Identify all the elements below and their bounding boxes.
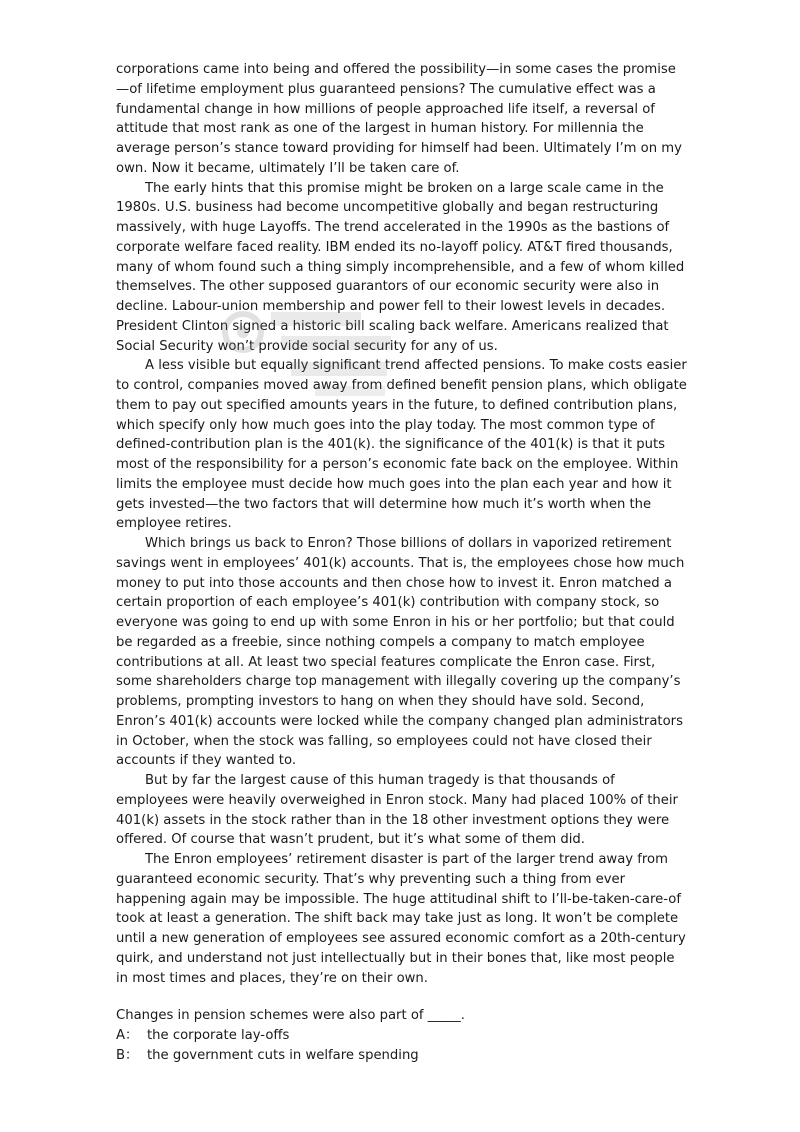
document-page: [116, 60, 688, 1066]
passage-paragraph: corporations came into being and offered the possibility—in some cases the promise—of lifetime employment plus guaranteed pensions? The cumulative effect was a fundamental change in how millions of people approached life itself, a reversal of attitude that most rank as one of the largest in human history. For millennia the average person’s stance toward providing for himself had been. Ultimately I’m on my own. Now it became, ultimately I’ll be taken care of.: [116, 62, 682, 176]
option-a[interactable]: [116, 1026, 688, 1046]
option-letter: A：: [116, 1028, 139, 1043]
passage-paragraph: The early hints that this promise might be broken on a large scale came in the 1980s. U.S. business had become uncompetitive globally and began restructuring massively, with huge Layoffs. The trend accelerated in the 1990s as the bastions of corporate welfare faced reality. IBM ended its no-layoff policy. AT&T fired thousands, many of whom found such a thing simply incomprehensible, and a few of whom killed themselves. The other supposed guarantors of our economic security were also in decline. Labour-union membership and power fell to their lowest levels in decades. President Clinton signed a historic bill scaling back welfare. Americans realized that Social Security won’t provide social security for any of us.: [116, 180, 685, 354]
question-stem: Changes in pension schemes were also part of _____.: [116, 1008, 465, 1024]
passage-paragraph: The Enron employees’ retirement disaster is part of the larger trend away from guaranteed economic security. That’s why preventing such a thing from ever happening again may be impossible. The huge attitudinal shift to I’ll-be-taken-care-of took at least a generation. The shift back may take just as long. It won’t be complete until a new generation of employees see assured economic comfort as a 20th-century quirk, and understand not just intellectually but in their bones that, like most people in most times and places, they’re on their own.: [116, 852, 686, 986]
passage-paragraph: Which brings us back to Enron? Those billions of dollars in vaporized retirement savings went in employees’ 401(k) accounts. That is, the employees chose how much money to put into those accounts and then chose how to invest it. Enron matched a certain proportion of each employee’s 401(k) contribution with company stock, so everyone was going to end up with some Enron in his or her portfolio; but that could be regarded as a freebie, since nothing compels a company to match employee contributions at all. At least two special features complicate the Enron case. First, some shareholders charge top management with illegally covering up the company’s problems, prompting investors to hang on when they should have sold. Second, Enron’s 401(k) accounts were locked while the company changed plan administrators in October, when the stock was falling, so employees could not have closed their accounts if they wanted to.: [116, 536, 685, 769]
option-letter: B：: [116, 1047, 139, 1063]
passage-paragraph: A less visible but equally significant trend affected pensions. To make costs easier to control, companies moved away from defined benefit pension plans, which obligate them to pay out specified amounts years in the future, to defined contribution plans, which specify only how much goes into the play today. The most common type of defined-contribution plan is the 401(k). the significance of the 401(k) is that it puts most of the responsibility for a person’s economic fate back on the employee. Within limits the employee must decide how much goes into the plan each year and how it gets invested—the two factors that will determine how much it’s worth when the employee retires.: [116, 358, 687, 532]
option-text: the government cuts in welfare spending: [147, 1047, 419, 1063]
question-block: [116, 1006, 688, 1065]
option-b[interactable]: [116, 1046, 688, 1066]
option-text: the corporate lay-offs: [147, 1028, 290, 1043]
passage: [116, 60, 688, 988]
passage-paragraph: But by far the largest cause of this human tragedy is that thousands of employees were heavily overweighed in Enron stock. Many had placed 100% of their 401(k) assets in the stock rather than in the 18 other investment options they were offered. Of course that wasn’t prudent, but it’s what some of them did.: [116, 773, 678, 848]
